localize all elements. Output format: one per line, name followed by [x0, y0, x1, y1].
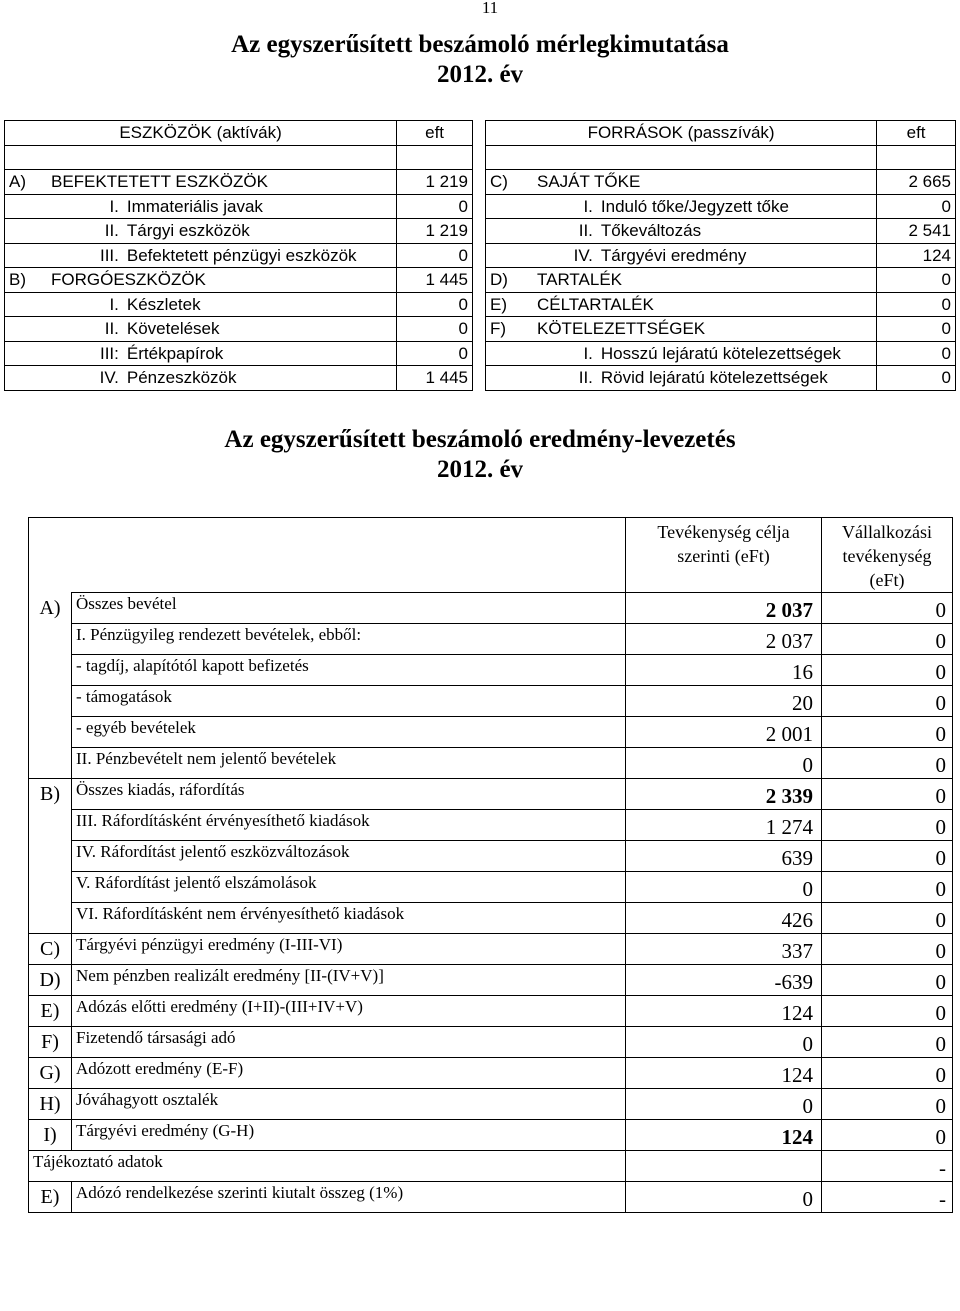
- assets-row-label: [5, 170, 397, 195]
- income-row: [29, 934, 953, 965]
- row-letter: C): [29, 934, 72, 965]
- sources-unit: eft: [877, 121, 956, 146]
- row-label: Fizetendő társasági adó: [72, 1027, 626, 1058]
- row-name: Tárgyévi eredmény: [597, 243, 877, 268]
- income-row: [29, 1089, 953, 1120]
- row-letter: [29, 655, 72, 686]
- row-value-col2: 0: [822, 717, 953, 748]
- row-value-col1: 2 037: [626, 593, 822, 624]
- income-row: [29, 779, 953, 810]
- row-value: 0: [877, 194, 956, 219]
- sources-blank-row: [486, 145, 956, 170]
- row-value-col2: 0: [822, 686, 953, 717]
- row-name: Befektetett pénzügyi eszközök: [123, 243, 397, 268]
- income-row: [29, 1058, 953, 1089]
- assets-row: [5, 341, 473, 366]
- row-value-col2: 0: [822, 841, 953, 872]
- row-letter: B): [29, 779, 72, 810]
- row-code: IV.: [486, 243, 597, 268]
- income-row: [29, 965, 953, 996]
- header-blank-cell: [29, 518, 626, 593]
- row-value-col1: 0: [626, 1027, 822, 1058]
- row-code: III.: [5, 243, 123, 268]
- page-number: 11: [481, 0, 499, 17]
- assets-header-row: [5, 121, 473, 146]
- row-value-col1: -639: [626, 965, 822, 996]
- income-row: [29, 717, 953, 748]
- row-value: 1 219: [397, 219, 473, 244]
- row-value-col1: 426: [626, 903, 822, 934]
- row-value-col2: 0: [822, 1027, 953, 1058]
- row-value-col1: 16: [626, 655, 822, 686]
- income-row: [29, 841, 953, 872]
- row-value-col1: 124: [626, 996, 822, 1027]
- income-row: [29, 810, 953, 841]
- row-value-col1: 2 037: [626, 624, 822, 655]
- row-value-col1: 124: [626, 1120, 822, 1151]
- row-code: A): [9, 172, 26, 192]
- income-row: [29, 624, 953, 655]
- assets-row: [5, 292, 473, 317]
- row-value-col1: 0: [626, 872, 822, 903]
- row-value: 2 665: [877, 170, 956, 195]
- row-name: Készletek: [123, 292, 397, 317]
- row-value-col1: 20: [626, 686, 822, 717]
- row-value: 0: [397, 194, 473, 219]
- row-label: - támogatások: [72, 686, 626, 717]
- row-letter: [29, 748, 72, 779]
- balance-sheet-year: 2012. év: [436, 61, 524, 88]
- income-row: [29, 1120, 953, 1151]
- row-letter: H): [29, 1089, 72, 1120]
- row-code: D): [490, 270, 508, 290]
- sources-row: [486, 194, 956, 219]
- row-letter: [29, 841, 72, 872]
- row-name: Értékpapírok: [123, 341, 397, 366]
- row-code: II.: [5, 219, 123, 244]
- row-value-col2: 0: [822, 593, 953, 624]
- row-label: Összes bevétel: [72, 593, 626, 624]
- sources-row-label: [486, 170, 877, 195]
- sources-header-row: [486, 121, 956, 146]
- row-name: Tárgyi eszközök: [123, 219, 397, 244]
- row-name: Induló tőke/Jegyzett tőke: [597, 194, 877, 219]
- sources-row: [486, 292, 956, 317]
- row-name: FORGÓESZKÖZÖK: [51, 270, 206, 290]
- row-code: II.: [5, 317, 123, 342]
- info-value-col1: [626, 1151, 822, 1182]
- row-label: Tárgyévi eredmény (G-H): [72, 1120, 626, 1151]
- row-letter: [29, 717, 72, 748]
- row-code: IV.: [5, 366, 123, 391]
- income-row: [29, 686, 953, 717]
- row-label: IV. Ráfordítást jelentő eszközváltozások: [72, 841, 626, 872]
- row-value: 124: [877, 243, 956, 268]
- sources-row-label: [486, 317, 877, 342]
- sources-row: [486, 341, 956, 366]
- row-letter: G): [29, 1058, 72, 1089]
- row-label: VI. Ráfordításként nem érvényesíthető kiadások: [72, 903, 626, 934]
- income-row: [29, 996, 953, 1027]
- row-value: 1 445: [397, 366, 473, 391]
- row-name: Tőkeváltozás: [597, 219, 877, 244]
- row-letter: A): [29, 593, 72, 624]
- row-letter: E): [29, 1182, 72, 1213]
- sources-row: [486, 268, 956, 293]
- row-letter: [29, 810, 72, 841]
- income-row: [29, 1027, 953, 1058]
- row-name: TARTALÉK: [537, 270, 623, 290]
- row-label: III. Ráfordításként érvényesíthető kiadások: [72, 810, 626, 841]
- row-value-col2: 0: [822, 810, 953, 841]
- income-row: [29, 903, 953, 934]
- row-code: B): [9, 270, 26, 290]
- assets-table: [4, 120, 473, 391]
- row-label: - egyéb bevételek: [72, 717, 626, 748]
- row-letter: E): [29, 996, 72, 1027]
- row-code: II.: [486, 366, 597, 391]
- row-value: 0: [397, 317, 473, 342]
- row-label: Adózás előtti eredmény (I+II)-(III+IV+V): [72, 996, 626, 1027]
- row-value: 1 219: [397, 170, 473, 195]
- blank-cell: [397, 145, 473, 170]
- row-letter: D): [29, 965, 72, 996]
- row-value-col1: 0: [626, 1089, 822, 1120]
- sources-table: [485, 120, 956, 391]
- row-code: I.: [5, 194, 123, 219]
- sources-row: [486, 170, 956, 195]
- income-statement-table: [28, 517, 953, 1213]
- row-code: C): [490, 172, 508, 192]
- row-value-col2: 0: [822, 1120, 953, 1151]
- row-value: 0: [397, 243, 473, 268]
- row-value-col2: 0: [822, 1058, 953, 1089]
- row-label: Adózó rendelkezése szerinti kiutalt összeg (1%): [72, 1182, 626, 1213]
- row-value: 0: [877, 366, 956, 391]
- blank-cell: [877, 145, 956, 170]
- info-label: Tájékoztató adatok: [29, 1151, 626, 1182]
- sources-row-label: [486, 292, 877, 317]
- row-code: II.: [486, 219, 597, 244]
- row-value-col1: 0: [626, 1182, 822, 1213]
- row-value-col1: 1 274: [626, 810, 822, 841]
- sources-row-label: [486, 268, 877, 293]
- row-value-col2: 0: [822, 624, 953, 655]
- row-label: - tagdíj, alapítótól kapott befizetés: [72, 655, 626, 686]
- row-code: I.: [486, 341, 597, 366]
- row-letter: [29, 903, 72, 934]
- row-value-col2: 0: [822, 779, 953, 810]
- row-name: BEFEKTETETT ESZKÖZÖK: [51, 172, 268, 192]
- assets-row: [5, 317, 473, 342]
- row-name: SAJÁT TŐKE: [537, 172, 641, 192]
- assets-row: [5, 268, 473, 293]
- row-letter: [29, 686, 72, 717]
- income-row: [29, 655, 953, 686]
- sources-header: FORRÁSOK (passzívák): [486, 121, 877, 146]
- row-name: CÉLTARTALÉK: [537, 294, 654, 314]
- row-value-col1: 2 339: [626, 779, 822, 810]
- row-code: III:: [5, 341, 123, 366]
- row-name: Hosszú lejáratú kötelezettségek: [597, 341, 877, 366]
- row-code: I.: [486, 194, 597, 219]
- row-letter: F): [29, 1027, 72, 1058]
- assets-row: [5, 170, 473, 195]
- row-value-col2: 0: [822, 655, 953, 686]
- row-letter: [29, 872, 72, 903]
- row-value: 0: [397, 341, 473, 366]
- income-header-row: [29, 518, 953, 593]
- row-value-col2: -: [822, 1182, 953, 1213]
- sources-row: [486, 219, 956, 244]
- row-value: 0: [877, 268, 956, 293]
- row-label: Nem pénzben realizált eredmény [II-(IV+V)]: [72, 965, 626, 996]
- assets-row: [5, 243, 473, 268]
- row-value-col2: 0: [822, 748, 953, 779]
- row-name: Pénzeszközök: [123, 366, 397, 391]
- row-value: 0: [877, 341, 956, 366]
- row-code: F): [490, 319, 507, 339]
- info-value-col2: -: [822, 1151, 953, 1182]
- row-label: II. Pénzbevételt nem jelentő bevételek: [72, 748, 626, 779]
- row-code: I.: [5, 292, 123, 317]
- row-name: KÖTELEZETTSÉGEK: [537, 319, 706, 339]
- assets-row: [5, 366, 473, 391]
- row-name: Immateriális javak: [123, 194, 397, 219]
- row-value-col2: 0: [822, 965, 953, 996]
- assets-row: [5, 194, 473, 219]
- row-value: 1 445: [397, 268, 473, 293]
- info-row: [29, 1151, 953, 1182]
- row-value: 0: [877, 317, 956, 342]
- row-letter: [29, 624, 72, 655]
- row-value: 0: [397, 292, 473, 317]
- row-value: 2 541: [877, 219, 956, 244]
- col2-header: Vállalkozási tevékenység (eFt): [822, 518, 953, 593]
- assets-header: ESZKÖZÖK (aktívák): [5, 121, 397, 146]
- row-label: Összes kiadás, ráfordítás: [72, 779, 626, 810]
- assets-unit: eft: [397, 121, 473, 146]
- blank-cell: [486, 145, 877, 170]
- row-value-col1: 0: [626, 748, 822, 779]
- row-value-col2: 0: [822, 934, 953, 965]
- assets-blank-row: [5, 145, 473, 170]
- sources-row: [486, 366, 956, 391]
- row-label: Tárgyévi pénzügyi eredmény (I-III-VI): [72, 934, 626, 965]
- row-value-col1: 124: [626, 1058, 822, 1089]
- row-name: Rövid lejáratú kötelezettségek: [597, 366, 877, 391]
- row-value-col2: 0: [822, 1089, 953, 1120]
- col1-header: Tevékenység célja szerinti (eFt): [626, 518, 822, 593]
- row-value: 0: [877, 292, 956, 317]
- income-statement-year: 2012. év: [436, 456, 524, 483]
- sources-row: [486, 317, 956, 342]
- row-label: I. Pénzügyileg rendezett bevételek, ebből:: [72, 624, 626, 655]
- row-value-col1: 337: [626, 934, 822, 965]
- income-statement-title: Az egyszerűsített beszámoló eredmény-levezetés: [224, 426, 736, 453]
- row-value-col2: 0: [822, 903, 953, 934]
- row-value-col2: 0: [822, 996, 953, 1027]
- row-value-col1: 2 001: [626, 717, 822, 748]
- row-value-col1: 639: [626, 841, 822, 872]
- assets-row-label: [5, 268, 397, 293]
- row-label: V. Ráfordítást jelentő elszámolások: [72, 872, 626, 903]
- balance-sheet-title: Az egyszerűsített beszámoló mérlegkimutatása: [231, 31, 729, 58]
- footer-row: [29, 1182, 953, 1213]
- row-code: E): [490, 294, 507, 314]
- row-label: Jóváhagyott osztalék: [72, 1089, 626, 1120]
- row-letter: I): [29, 1120, 72, 1151]
- row-value-col2: 0: [822, 872, 953, 903]
- sources-row: [486, 243, 956, 268]
- row-label: Adózott eredmény (E-F): [72, 1058, 626, 1089]
- income-row: [29, 872, 953, 903]
- row-name: Követelések: [123, 317, 397, 342]
- assets-row: [5, 219, 473, 244]
- income-row: [29, 748, 953, 779]
- blank-cell: [5, 145, 397, 170]
- income-row: [29, 593, 953, 624]
